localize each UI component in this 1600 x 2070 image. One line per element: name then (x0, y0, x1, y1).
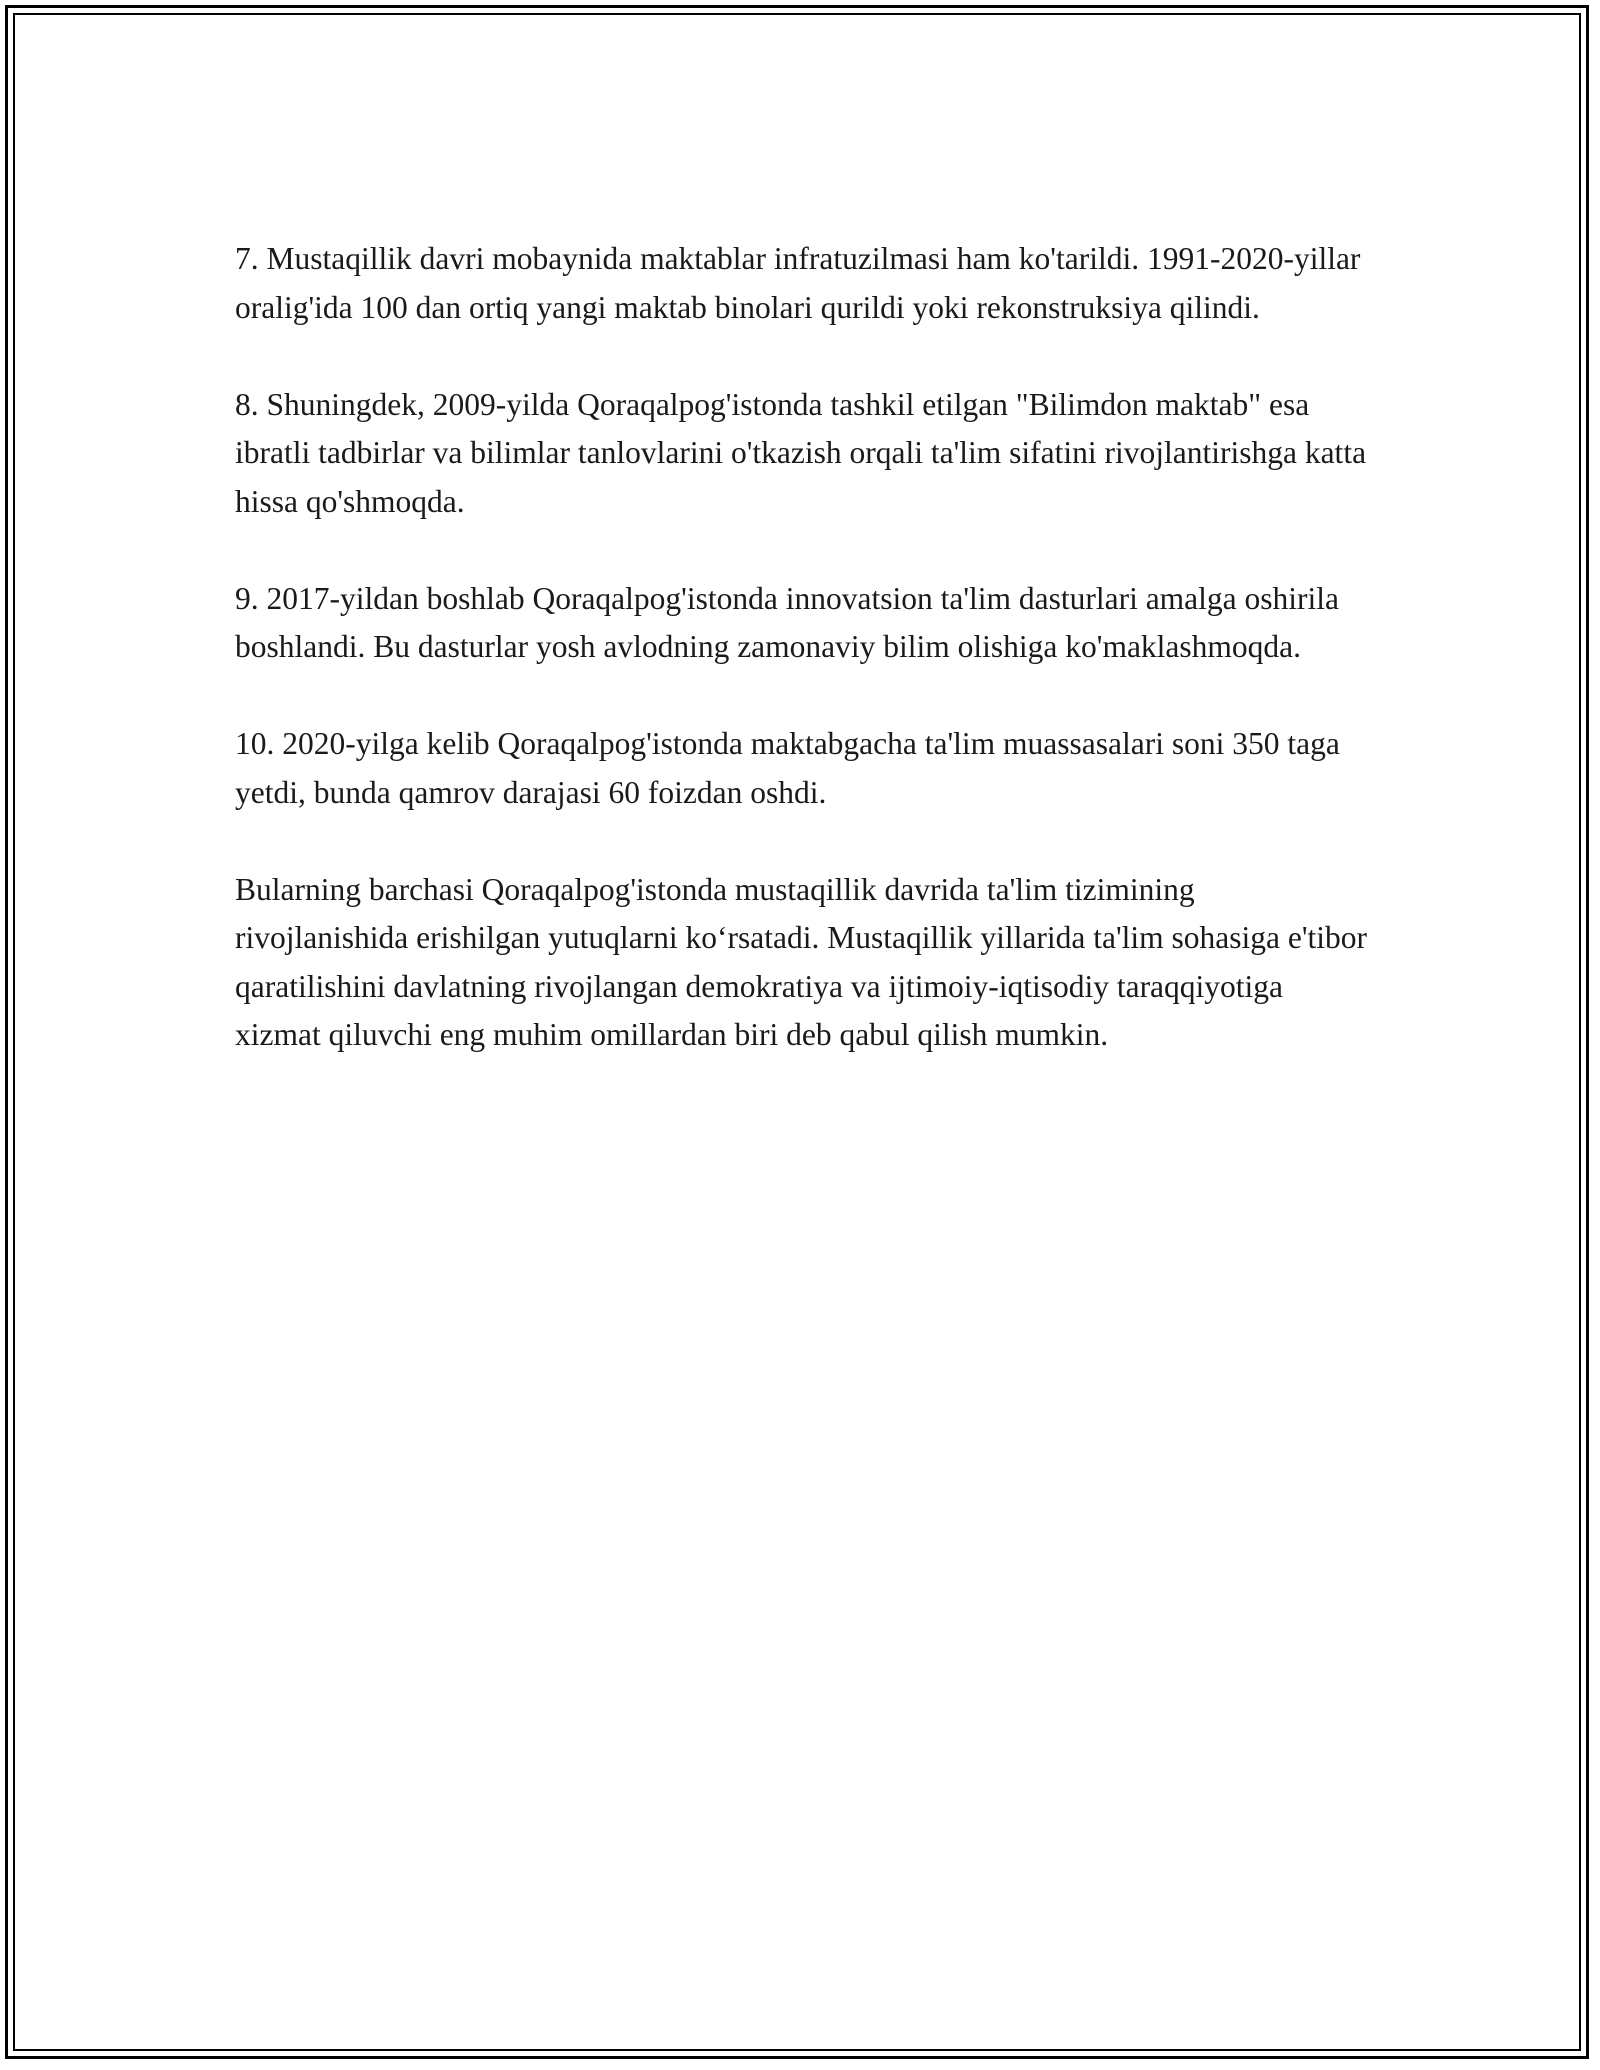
paragraph-9: 9. 2017-yildan boshlab Qoraqalpog'istonda innovatsion ta'lim dasturlari amalga oshirila boshlandi. Bu dasturlar yosh avlodning zamonaviy bilim olishiga ko'maklashmoqda. (235, 580, 1340, 664)
paragraph-conclusion: Bularning barchasi Qoraqalpog'istonda mustaqillik davrida ta'lim tizimining rivojlanishida erishilgan yutuqlarni ko‘rsatadi. Mustaqillik yillarida ta'lim sohasiga e'tibor qaratilishini davlatning rivojlangan demokratiya va ijtimoiy-iqtisodiy taraqqiyotiga xizmat qiluvchi eng muhim omillardan biri deb qabul qilish mumkin. (235, 871, 1368, 1052)
paragraph-7: 7. Mustaqillik davri mobaynida maktablar infratuzilmasi ham ko'tarildi. 1991-2020-yillar oralig'ida 100 dan ortiq yangi maktab binolari qurildi yoki rekonstruksiya qilindi. (235, 241, 1361, 325)
paragraph-8: 8. Shuningdek, 2009-yilda Qoraqalpog'istonda tashkil etilgan "Bilimdon maktab" esa ibratli tadbirlar va bilimlar tanlovlarini o'tkazish orqali ta'lim sifatini rivojlantirishga katta hissa qo'shmoqda. (235, 386, 1367, 519)
paragraph-10: 10. 2020-yilga kelib Qoraqalpog'istonda maktabgacha ta'lim muassasalari soni 350 taga yetdi, bunda qamrov darajasi 60 foizdan oshdi. (235, 726, 1340, 810)
document-body (235, 235, 1370, 1108)
